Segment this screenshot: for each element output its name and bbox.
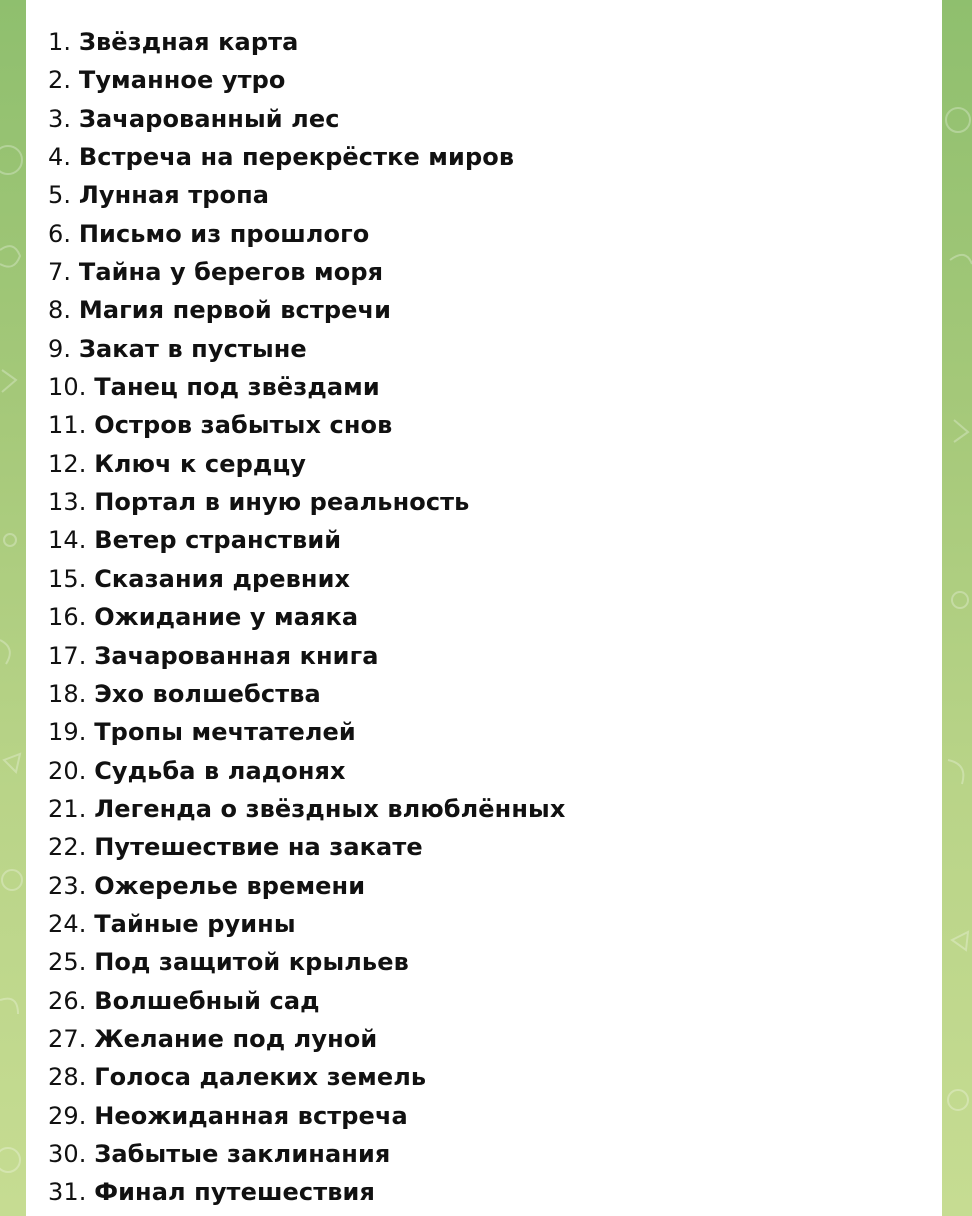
list-item	[48, 330, 942, 368]
list-item-number: 24.	[48, 909, 87, 938]
list-item-number: 14.	[48, 526, 87, 555]
list-item-title: Голоса далеких земель	[94, 1063, 427, 1092]
list-item-number: 15.	[48, 564, 87, 593]
list-item-title: Волшебный сад	[94, 986, 320, 1015]
list-item-title: Ожерелье времени	[94, 871, 366, 900]
list-item-number: 13.	[48, 488, 87, 517]
list-item	[48, 560, 942, 598]
list-item	[48, 253, 942, 291]
list-item-number: 31.	[48, 1178, 87, 1207]
list-item	[48, 138, 942, 176]
list-item-number: 3.	[48, 104, 72, 133]
list-item	[48, 982, 942, 1020]
list-item-number: 18.	[48, 679, 87, 708]
list-item	[48, 828, 942, 866]
list-item-title: Письмо из прошлого	[78, 219, 370, 248]
list-item-number: 12.	[48, 449, 87, 478]
list-item	[48, 675, 942, 713]
list-item-number: 29.	[48, 1101, 87, 1130]
list-item-title: Туманное утро	[78, 66, 286, 95]
list-item-title: Зачарованная книга	[94, 641, 379, 670]
list-item	[48, 483, 942, 521]
list-item-number: 27.	[48, 1024, 87, 1053]
numbered-title-list	[26, 0, 942, 1212]
list-item-number: 2.	[48, 66, 72, 95]
list-item-title: Желание под луной	[94, 1024, 378, 1053]
list-item-title: Забытые заклинания	[94, 1139, 391, 1168]
list-item-title: Звёздная карта	[78, 28, 299, 56]
message-bubble	[26, 0, 942, 1216]
list-item-title: Сказания древних	[94, 564, 351, 593]
list-item-number: 25.	[48, 948, 87, 977]
list-item	[48, 905, 942, 943]
list-item-number: 6.	[48, 219, 72, 248]
list-item-title: Путешествие на закате	[94, 833, 423, 862]
list-item-number: 26.	[48, 986, 87, 1015]
list-item-title: Встреча на перекрёстке миров	[78, 143, 515, 172]
list-item-number: 9.	[48, 334, 72, 363]
list-item-title: Эхо волшебства	[94, 679, 321, 708]
list-item-title: Неожиданная встреча	[94, 1101, 408, 1130]
list-item	[48, 867, 942, 905]
list-item	[48, 368, 942, 406]
list-item-number: 8.	[48, 296, 72, 325]
list-item-title: Ключ к сердцу	[94, 449, 307, 478]
list-item-title: Тайные руины	[94, 909, 296, 938]
list-item-title: Судьба в ладонях	[94, 756, 346, 785]
list-item-title: Магия первой встречи	[78, 296, 392, 325]
list-item-number: 17.	[48, 641, 87, 670]
list-item-number: 21.	[48, 794, 87, 823]
list-item-title: Танец под звёздами	[94, 373, 380, 402]
list-item	[48, 1173, 942, 1211]
list-item	[48, 521, 942, 559]
list-item-number: 10.	[48, 373, 87, 402]
list-item	[48, 291, 942, 329]
list-item-title: Тропы мечтателей	[94, 718, 356, 747]
list-item-title: Финал путешествия	[94, 1178, 375, 1207]
list-item	[48, 1097, 942, 1135]
list-item-title: Легенда о звёздных влюблённых	[94, 794, 566, 823]
list-item-title: Лунная тропа	[78, 181, 270, 210]
list-item-number: 5.	[48, 181, 72, 210]
list-item	[48, 1020, 942, 1058]
list-item-number: 19.	[48, 718, 87, 747]
list-item-number: 7.	[48, 258, 72, 287]
list-item-number: 28.	[48, 1063, 87, 1092]
list-item-number: 11.	[48, 411, 87, 440]
list-item	[48, 943, 942, 981]
list-item	[48, 61, 942, 99]
list-item-title: Под защитой крыльев	[94, 948, 409, 977]
list-item-title: Остров забытых снов	[94, 411, 393, 440]
list-item	[48, 176, 942, 214]
list-item-number: 1.	[48, 28, 72, 56]
list-item	[48, 637, 942, 675]
list-item-title: Ветер странствий	[94, 526, 342, 555]
list-item	[48, 406, 942, 444]
list-item	[48, 445, 942, 483]
list-item	[48, 215, 942, 253]
list-item-title: Ожидание у маяка	[94, 603, 359, 632]
list-item	[48, 1058, 942, 1096]
list-item-number: 16.	[48, 603, 87, 632]
list-item	[48, 752, 942, 790]
list-item	[48, 23, 942, 61]
list-item	[48, 1135, 942, 1173]
list-item-number: 4.	[48, 143, 72, 172]
list-item-number: 23.	[48, 871, 87, 900]
list-item-title: Тайна у берегов моря	[78, 258, 384, 287]
list-item	[48, 100, 942, 138]
list-item-title: Зачарованный лес	[78, 104, 340, 133]
list-item	[48, 713, 942, 751]
list-item	[48, 790, 942, 828]
list-item-title: Закат в пустыне	[78, 334, 307, 363]
list-item	[48, 598, 942, 636]
list-item-title: Портал в иную реальность	[94, 488, 470, 517]
list-item-number: 30.	[48, 1139, 87, 1168]
list-item-number: 20.	[48, 756, 87, 785]
list-item-number: 22.	[48, 833, 87, 862]
